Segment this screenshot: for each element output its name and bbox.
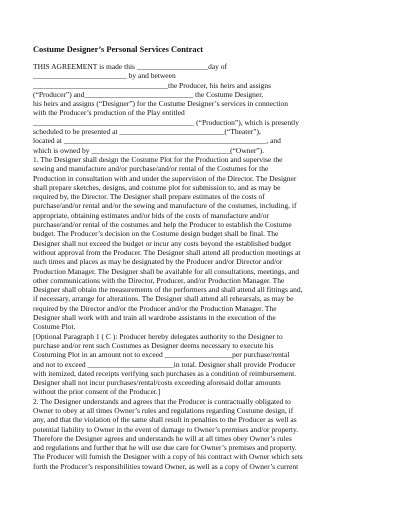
contract-text-line: Costuming Plot in an amount not to exceed __________________per purchase/rental	[33, 350, 290, 360]
contract-body	[33, 62, 373, 471]
contract-text-line: 2. The Designer understands and agrees that the Producer is contractually obligated to	[33, 396, 291, 406]
contract-text-line: purchase/and/or rental of the costumes and help the Producer to establish the Costume	[33, 220, 292, 230]
contract-text-line: scheduled to be presented at ____________________________(“Theater”),	[33, 127, 261, 137]
contract-text-line: and regulations and further that he will use due care for Owner’s premises and property.	[33, 443, 297, 453]
contract-text-line: ___________________________________________ (“Production”), which is presently	[33, 117, 300, 127]
contract-text-line: other communications with the Director, Producer, and/or Production Manager. The	[33, 275, 285, 285]
contract-text-line: such times and places as may be designated by the Producer and/or Director and/or	[33, 257, 283, 267]
contract-text-line: Designer shall not exceed the budget or incur any costs beyond the established budget	[33, 238, 292, 248]
contract-text-line: Designer shall not incur purchases/rental/costs exceeding aforesaid dollar amounts	[33, 378, 281, 388]
contract-text-line: ____________________________________the Producer, his heirs and assigns	[33, 80, 272, 90]
contract-text-line: without approval from the Producer. The Designer shall attend all production meetings at	[33, 247, 301, 257]
contract-text-line: if necessary, arrange for alterations. The Designer shall attend all rehearsals, as may be	[33, 294, 294, 304]
contract-text-line: and not to exceed _______________________in total. Designer shall provide Producer	[33, 359, 296, 369]
contract-text-line: Designer shall obtain the measurements of the performers and shall attend all fittings and,	[33, 285, 303, 295]
contract-text-line: with itemized, dated receipts verifying such purchases as a condition of reimbursement.	[33, 368, 297, 378]
contract-text-line: 1. The Designer shall design the Costume Plot for the Production and supervise the	[33, 154, 283, 164]
contract-text-line: without the prior consent of the Producer.]	[33, 387, 161, 397]
contract-text-line: located at ______________________________________________________, and	[33, 136, 281, 146]
contract-text-line: budget. The Producer’s decision on the Costume design budget shall be final. The	[33, 229, 279, 239]
contract-text-line: purchase and/or rent such Costumes as Designer deems necessary to execute his	[33, 340, 274, 350]
document-title: Costume Designer’s Personal Services Contract	[33, 45, 204, 54]
contract-text-line: potential liability to Owner in the event of damage to Owner’s premises and/or property.	[33, 424, 299, 434]
contract-text-line: _________________________ by and between	[33, 71, 176, 81]
contract-text-line: sewing and manufacture and/or purchase/and/or rental of the Costumes for the	[33, 164, 269, 174]
contract-text-line: Production in consultation with and under the supervision of the Director. The Designer	[33, 173, 297, 183]
contract-text-line: appropriate, obtaining estimates and/or bids of the costs of manufacture and/or	[33, 210, 269, 220]
contract-text-line: shall prepare sketches, designs, and costume plot for submission to, and as may be	[33, 182, 281, 192]
contract-text-line: (“Producer”) and_____________________________ the Costume Designer,	[33, 89, 264, 99]
contract-text-line: Production Manager. The Designer shall be available for all consultations, meetings, and	[33, 266, 300, 276]
contract-text-line: which is owned by _____________________________________(“Owner”).	[33, 145, 265, 155]
contract-text-line: required by, the Director. The Designer shall prepare estimates of the costs of	[33, 192, 265, 202]
contract-text-line: with the Producer’s production of the Play entitled	[33, 108, 185, 118]
contract-text-line: his heirs and assigns (“Designer”) for the Costume Designer’s services in connection	[33, 99, 289, 109]
contract-text-line: Costume Plot.	[33, 322, 76, 332]
contract-text-line: Therefore the Designer agrees and understands he will at all times obey Owner’s rules	[33, 433, 292, 443]
contract-text-line: purchase/and/or rental and/or the sewing and manufacture of the costumes, including, if	[33, 201, 297, 211]
contract-text-line: THIS AGREEMENT is made this ___________________day of	[33, 62, 228, 71]
contract-text-line: The Producer will furnish the Designer with a copy of his contract with Owner which sets	[33, 452, 303, 462]
contract-text-line: required by the Director and/or the Producer and/or the Production Manager. The	[33, 303, 277, 313]
contract-text-line: [Optional Paragraph 1 ( C ): Producer hereby delegates authority to the Designer to	[33, 331, 283, 341]
contract-text-line: any, and that the violation of the same shall result in penalties to the Producer as well as	[33, 415, 297, 425]
contract-text-line: Owner to obey at all times Owner’s rules and regulations regarding Costume design, if	[33, 405, 294, 415]
contract-text-line: Designer shall work with and train all wardrobe assistants in the execution of the	[33, 313, 276, 323]
contract-text-line: forth the Producer’s responsibilities toward Owner, as well as a copy of Owner’s current	[33, 461, 299, 471]
